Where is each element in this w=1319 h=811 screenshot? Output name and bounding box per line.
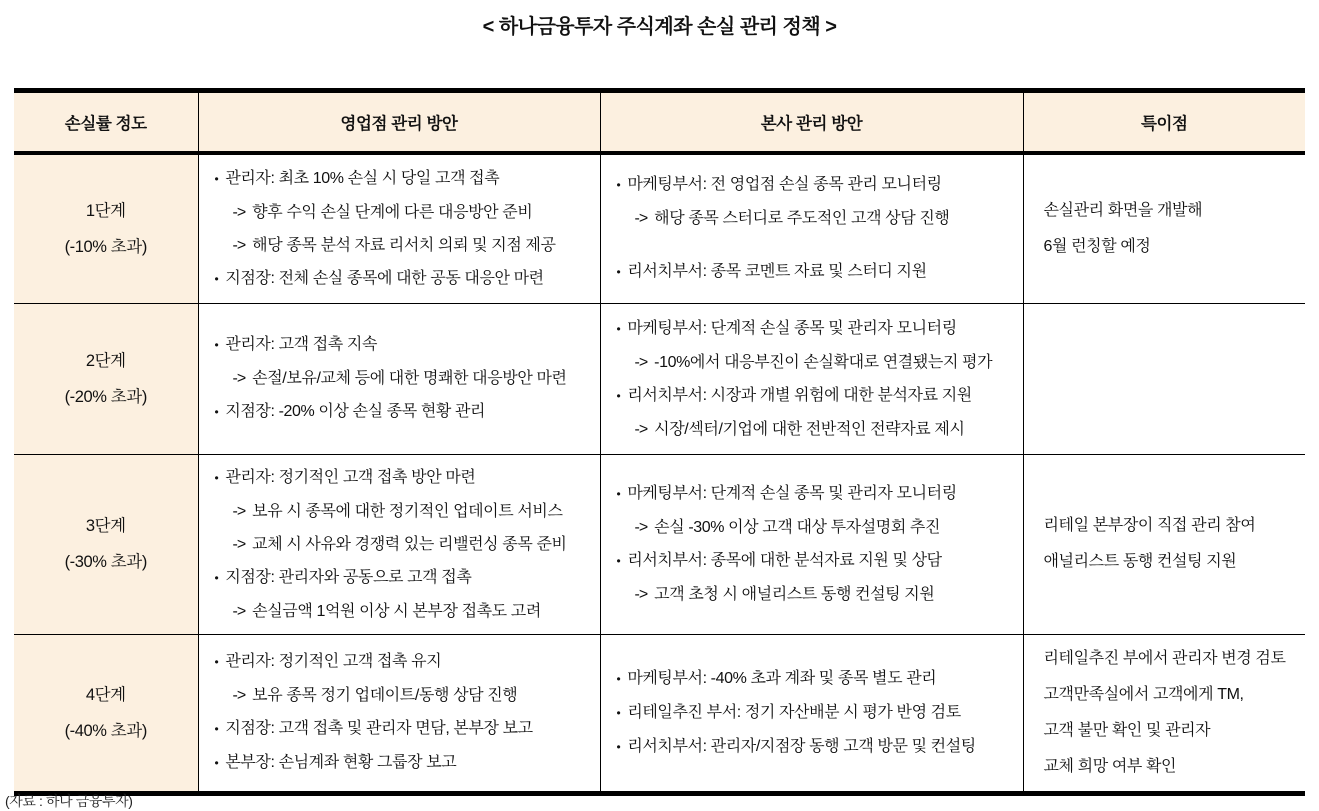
hq-plan-cell [600,634,1023,793]
stage-cell [14,634,198,793]
policy-line-plain [1044,677,1298,713]
bullet-marker: • [214,570,219,585]
policy-line-plain [1044,508,1298,544]
hq-plan-cell [600,153,1023,303]
hq-plan-cell [600,303,1023,454]
line-text: 6월 런칭할 예정 [1043,237,1151,255]
line-text: 마케팅부서: 단계적 손실 종목 및 관리자 모니터링 [627,319,957,337]
line-text: 리테일추진 부에서 관리자 변경 검토 [1043,649,1286,667]
source-note: (자료 : 하나 금융투자) [5,793,133,809]
policy-line-arrow [199,528,592,561]
line-text: 마케팅부서: 전 영업점 손실 종목 관리 모니터링 [627,176,942,194]
policy-line-bullet [601,255,1015,289]
stage-label: 4단계 [85,685,126,704]
policy-line-plain [1044,713,1298,749]
policy-line-plain [1044,544,1298,580]
bullet-marker: • [214,271,219,286]
policy-line-plain [1044,749,1298,785]
branch-plan-cell [198,303,600,454]
policy-line-plain [1044,229,1298,265]
col-header-loss-degree: 손실률 정도 [14,91,198,154]
policy-line-bullet [601,544,1015,578]
policy-line-bullet [601,168,1015,202]
hq-plan-cell [600,454,1023,634]
line-text: 해당 종목 스터디로 주도적인 고객 상담 진행 [654,210,950,228]
policy-line-bullet [601,662,1015,696]
bullet-marker: • [616,265,621,280]
bullet-marker: • [214,338,219,352]
loss-policy-table [14,88,1305,796]
branch-plan-cell [198,454,600,634]
policy-line-bullet [199,162,592,196]
line-text: 지점장: 관리자와 공동으로 고객 접촉 [225,568,472,586]
policy-line-bullet [199,645,592,679]
policy-line-arrow [601,346,1015,379]
line-text: 손실금액 1억원 이상 시 본부장 접촉도 고려 [252,602,541,620]
arrow-marker: -> [232,502,246,520]
line-text: 고객만족실에서 고객에게 TM, [1043,685,1244,703]
branch-plan-cell [198,634,600,793]
bullet-marker: • [616,487,621,501]
line-text: 지점장: 고객 접촉 및 관리자 면담, 본부장 보고 [225,720,533,737]
line-text: 관리자: 정기적인 고객 접촉 방안 마련 [225,468,476,486]
bullet-marker: • [214,470,219,485]
bullet-marker: • [214,756,219,770]
line-text: 보유 시 종목에 대한 정기적인 업데이트 서비스 [252,502,563,520]
policy-line-arrow [199,679,592,712]
line-text: 해당 종목 분석 자료 리서치 의뢰 및 지점 제공 [252,236,556,254]
policy-line-bullet [601,696,1015,730]
line-text: 지점장: -20% 이상 손실 종목 현황 관리 [225,403,486,420]
policy-line-bullet [601,477,1015,511]
policy-line-arrow [199,595,592,628]
col-header-hq-plan: 본사 관리 방안 [600,91,1023,154]
line-text: 리테일추진 부서: 정기 자산배분 시 평가 반영 검토 [627,703,961,721]
bullet-marker: • [214,655,219,669]
policy-line-arrow [199,229,592,262]
policy-line-bullet [601,379,1015,413]
line-text: 고객 불만 확인 및 관리자 [1043,721,1211,739]
stage-label: 1단계 [85,201,126,220]
line-text: 리서치부서: 관리자/지점장 동행 고객 방문 및 컨설팅 [627,737,976,755]
header-row [14,91,1305,154]
line-text: 관리자: 정기적인 고객 접촉 유지 [225,653,442,670]
line-text: 손절/보유/교체 등에 대한 명쾌한 대응방안 마련 [252,370,567,387]
policy-line-bullet [199,561,592,595]
table-row-stage3 [14,454,1305,634]
policy-line-plain [1044,641,1298,677]
policy-line-plain [1044,193,1298,229]
special-note-cell [1023,634,1305,793]
bullet-marker: • [616,321,621,336]
policy-line-bullet [601,312,1015,346]
line-text: 교체 시 사유와 경쟁력 있는 리밸런싱 종목 준비 [252,535,567,553]
line-text: 마케팅부서: -40% 초과 계좌 및 종목 별도 관리 [627,669,937,687]
line-text: 시장/섹터/기업에 대한 전반적인 전략자료 제시 [654,420,965,438]
line-text: 애널리스트 동행 컨설팅 지원 [1043,553,1237,570]
line-text: 리서치부서: 시장과 개별 위험에 대한 분석자료 지원 [627,386,972,404]
branch-plan-cell [198,153,600,303]
policy-line-arrow [601,413,1015,446]
table-row-stage4 [14,634,1305,793]
line-text: 관리자: 고객 접촉 지속 [225,336,377,353]
arrow-marker: -> [634,420,648,438]
col-header-special: 특이점 [1023,91,1305,154]
bullet-marker: • [616,554,621,568]
bullet-marker: • [616,705,621,720]
line-text: 지점장: 전체 손실 종목에 대한 공동 대응안 마련 [225,269,544,287]
arrow-marker: -> [232,236,246,254]
policy-line-bullet [199,461,592,495]
stage-threshold: (-30% 초과) [64,553,147,571]
page-title: < 하나금융투자 주식계좌 손실 관리 정책 > [482,16,837,38]
table-row-stage2 [14,303,1305,454]
special-note-cell [1023,153,1305,303]
line-text: 마케팅부서: 단계적 손실 종목 및 관리자 모니터링 [627,485,957,502]
line-text: 리테일 본부장이 직접 관리 참여 [1043,517,1256,534]
line-text: 보유 종목 정기 업데이트/동행 상담 진행 [252,687,518,704]
policy-line-bullet [199,262,592,296]
line-text: 리서치부서: 종목에 대한 분석자료 지원 및 상담 [627,552,942,569]
stage-threshold: (-40% 초과) [64,721,147,740]
bullet-marker: • [616,388,621,403]
policy-line-arrow [601,578,1015,611]
policy-line-bullet [199,746,592,780]
line-text: 향후 수익 손실 단계에 다른 대응방안 준비 [252,203,533,221]
arrow-marker: -> [634,353,648,371]
policy-line-bullet [199,712,592,746]
bullet-marker: • [214,722,219,736]
policy-line-bullet [601,730,1015,764]
arrow-marker: -> [232,687,246,704]
bullet-marker: • [616,739,621,754]
arrow-marker: -> [232,602,246,620]
special-note-cell [1023,303,1305,454]
line-text: 손실 -30% 이상 고객 대상 투자설명회 추진 [654,519,941,536]
stage-threshold: (-10% 초과) [64,237,147,256]
policy-line-bullet [199,328,592,362]
line-text: 본부장: 손님계좌 현황 그룹장 보고 [225,754,457,771]
line-text: 손실관리 화면을 개발해 [1043,201,1203,219]
stage-cell [14,454,198,634]
arrow-marker: -> [232,535,246,553]
stage-threshold: (-20% 초과) [64,387,147,406]
col-header-branch-plan: 영업점 관리 방안 [198,91,600,154]
arrow-marker: -> [634,519,648,536]
policy-line-arrow [199,196,592,229]
bullet-marker: • [616,671,621,686]
stage-label: 2단계 [85,351,126,370]
bullet-marker: • [214,171,219,186]
line-text: 교체 희망 여부 확인 [1043,757,1177,775]
line-text: 관리자: 최초 10% 손실 시 당일 고객 접촉 [225,169,500,187]
line-text: 고객 초청 시 애널리스트 동행 컨설팅 지원 [654,586,935,603]
policy-line-arrow [199,362,592,395]
stage-label: 3단계 [85,517,126,535]
policy-line-arrow [199,495,592,528]
table-row-stage1 [14,153,1305,303]
policy-line-bullet [199,395,592,429]
stage-cell [14,153,198,303]
line-text: -10%에서 대응부진이 손실확대로 연결됐는지 평가 [654,353,993,371]
line-text: 리서치부서: 종목 코멘트 자료 및 스터디 지원 [627,263,927,281]
arrow-marker: -> [232,203,246,221]
bullet-marker: • [214,405,219,419]
policy-line-arrow [601,511,1015,544]
bullet-marker: • [616,178,621,193]
arrow-marker: -> [634,586,648,603]
stage-cell [14,303,198,454]
special-note-cell [1023,454,1305,634]
arrow-marker: -> [634,210,648,228]
arrow-marker: -> [232,370,246,387]
policy-line-arrow [601,202,1015,235]
